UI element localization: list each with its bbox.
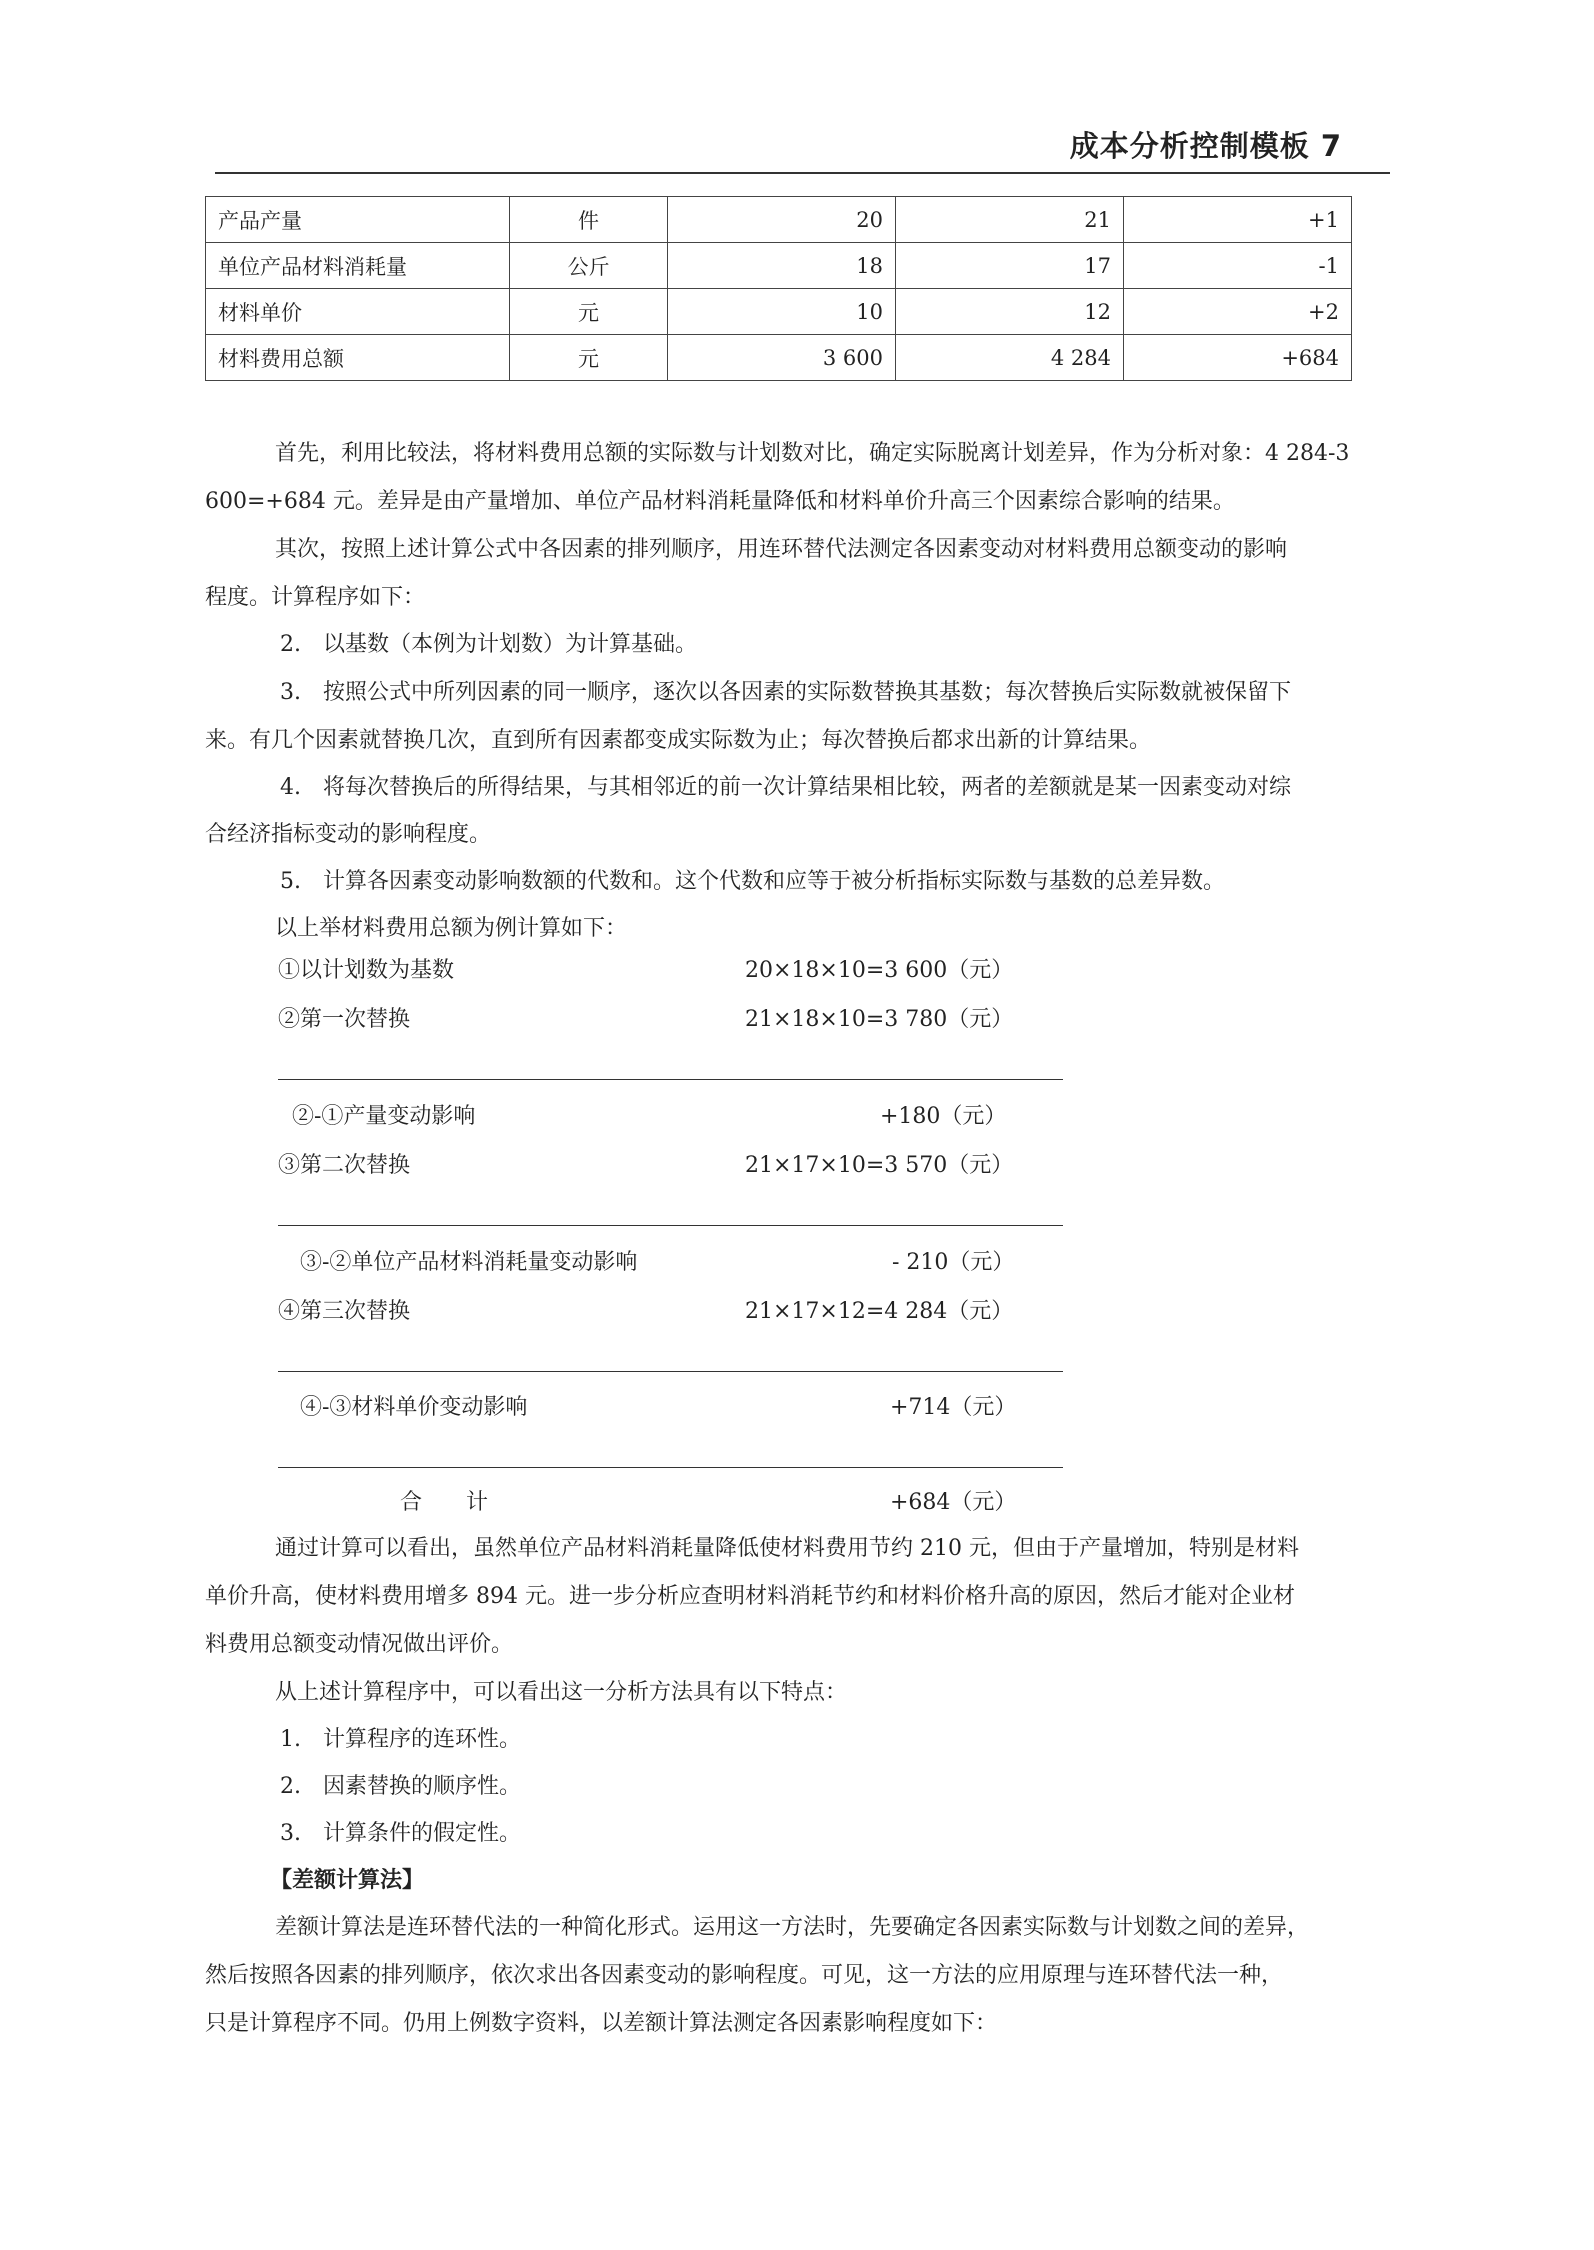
row-plan: 10 <box>668 289 896 335</box>
feature-item: 1. 计算程序的连环性。 <box>280 1727 521 1752</box>
calc-label: ③第二次替换 <box>278 1153 411 1178</box>
paragraph-line: 来。有几个因素就替换几次，直到所有因素都变成实际数为止；每次替换后都求出新的计算结果。 <box>205 728 1152 753</box>
calc-difference-value: +180（元） <box>880 1104 1007 1129</box>
calc-expression: 21×17×10=3 570（元） <box>745 1153 1014 1178</box>
table-row <box>206 197 1352 243</box>
calc-difference-label: ③-②单位产品材料消耗量变动影响 <box>300 1250 638 1275</box>
page-header <box>215 120 1390 174</box>
paragraph-line: 程度。计算程序如下： <box>205 585 426 610</box>
row-diff: +1 <box>1124 197 1352 243</box>
row-diff: +684 <box>1124 335 1352 381</box>
paragraph-line: 600=+684 元。差异是由产量增加、单位产品材料消耗量降低和材料单价升高三个因素综合影响的结果。 <box>205 489 1235 514</box>
row-plan: 3 600 <box>668 335 896 381</box>
divider-line <box>278 1225 1063 1226</box>
row-actual: 17 <box>896 243 1124 289</box>
row-plan: 20 <box>668 197 896 243</box>
row-actual: 12 <box>896 289 1124 335</box>
calc-expression: 21×18×10=3 780（元） <box>745 1007 1014 1032</box>
row-name: 材料费用总额 <box>206 335 510 381</box>
step-item: 5. 计算各因素变动影响数额的代数和。这个代数和应等于被分析指标实际数与基数的总差异数。 <box>280 869 1225 894</box>
table-row <box>206 243 1352 289</box>
calc-label: ①以计划数为基数 <box>278 958 455 983</box>
row-name: 产品产量 <box>206 197 510 243</box>
calc-difference-label: ②-①产量变动影响 <box>292 1104 476 1129</box>
step-item: 4. 将每次替换后的所得结果，与其相邻近的前一次计算结果相比较，两者的差额就是某一因素变动对综 <box>280 775 1291 800</box>
page-title: 成本分析控制模板 7 <box>1069 129 1342 163</box>
row-plan: 18 <box>668 243 896 289</box>
calc-expression: 20×18×10=3 600（元） <box>745 958 1014 983</box>
divider-line <box>278 1079 1063 1080</box>
material-cost-table <box>205 196 1352 381</box>
calc-total-label: 合 计 <box>400 1490 489 1515</box>
divider-line <box>278 1371 1063 1372</box>
paragraph-line: 单价升高，使材料费用增多 894 元。进一步分析应查明材料消耗节约和材料价格升高的原因，然后才能对企业材 <box>205 1584 1295 1609</box>
row-diff: +2 <box>1124 289 1352 335</box>
paragraph-line: 料费用总额变动情况做出评价。 <box>205 1632 514 1657</box>
calc-difference-value: +714（元） <box>890 1395 1017 1420</box>
row-unit: 公斤 <box>510 243 668 289</box>
calc-expression: 21×17×12=4 284（元） <box>745 1299 1014 1324</box>
calc-difference-value: - 210（元） <box>892 1250 1015 1275</box>
row-diff: -1 <box>1124 243 1352 289</box>
paragraph-line: 首先，利用比较法，将材料费用总额的实际数与计划数对比，确定实际脱离计划差异，作为分析对象：4 284-3 <box>275 441 1350 466</box>
row-unit: 元 <box>510 289 668 335</box>
paragraph-line: 差额计算法是连环替代法的一种简化形式。运用这一方法时，先要确定各因素实际数与计划数之间的差异， <box>275 1915 1310 1940</box>
paragraph-line: 通过计算可以看出，虽然单位产品材料消耗量降低使材料费用节约 210 元，但由于产量增加，特别是材料 <box>275 1536 1299 1561</box>
paragraph-line: 以上举材料费用总额为例计算如下： <box>275 916 628 941</box>
row-name: 单位产品材料消耗量 <box>206 243 510 289</box>
paragraph-line: 只是计算程序不同。仍用上例数字资料，以差额计算法测定各因素影响程度如下： <box>205 2011 998 2036</box>
feature-item: 2. 因素替换的顺序性。 <box>280 1774 521 1799</box>
calc-difference-label: ④-③材料单价变动影响 <box>300 1395 528 1420</box>
calc-total-value: +684（元） <box>890 1490 1017 1515</box>
step-item: 2. 以基数（本例为计划数）为计算基础。 <box>280 632 697 657</box>
table-row <box>206 335 1352 381</box>
section-heading: 【差额计算法】 <box>270 1868 425 1893</box>
row-actual: 4 284 <box>896 335 1124 381</box>
paragraph-line: 从上述计算程序中，可以看出这一分析方法具有以下特点： <box>275 1680 848 1705</box>
row-actual: 21 <box>896 197 1124 243</box>
step-item: 3. 按照公式中所列因素的同一顺序，逐次以各因素的实际数替换其基数；每次替换后实际数就被保留下 <box>280 680 1291 705</box>
calc-label: ②第一次替换 <box>278 1007 411 1032</box>
row-unit: 元 <box>510 335 668 381</box>
row-unit: 件 <box>510 197 668 243</box>
divider-line <box>278 1467 1063 1468</box>
paragraph-line: 其次，按照上述计算公式中各因素的排列顺序，用连环替代法测定各因素变动对材料费用总额变动的影响 <box>275 537 1288 562</box>
row-name: 材料单价 <box>206 289 510 335</box>
paragraph-line: 然后按照各因素的排列顺序，依次求出各因素变动的影响程度。可见，这一方法的应用原理与连环替代法一种， <box>205 1963 1284 1988</box>
table-row <box>206 289 1352 335</box>
paragraph-line: 合经济指标变动的影响程度。 <box>205 822 492 847</box>
calc-label: ④第三次替换 <box>278 1299 411 1324</box>
feature-item: 3. 计算条件的假定性。 <box>280 1821 521 1846</box>
